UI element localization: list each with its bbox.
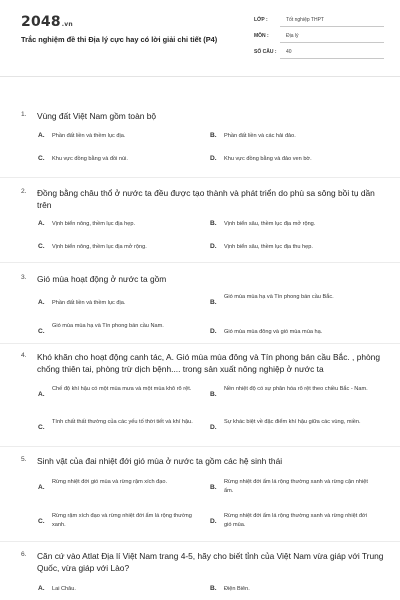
logo-suffix: .vn	[61, 21, 73, 28]
option-letter: C.	[38, 518, 45, 525]
option-text: Vịnh biển sâu, thềm lục địa mở rộng.	[224, 221, 316, 227]
meta-underline	[280, 26, 384, 27]
divider	[0, 541, 400, 542]
option-text: Rừng nhiệt đới ẩm lá rộng thường xanh và rừng cận nhiệt ẩm.	[224, 479, 368, 494]
divider	[0, 177, 400, 178]
question-number: 5.	[21, 456, 27, 463]
option-text: Vịnh biển sâu, thềm lục địa thu hẹp.	[224, 244, 313, 250]
option-letter: C.	[38, 155, 45, 162]
question-number: 1.	[21, 111, 27, 118]
option-letter: D.	[210, 518, 217, 525]
question-text: Căn cứ vào Atlat Địa lí Việt Nam trang 4-5, hãy cho biết tỉnh của Việt Nam vừa giáp với Trung Quốc, vừa giáp với Lào?	[37, 551, 384, 573]
question-number: 2.	[21, 188, 27, 195]
option-letter: B.	[210, 391, 217, 398]
divider	[0, 343, 400, 344]
option-letter: A.	[38, 484, 45, 491]
question-text: Đồng bằng châu thổ ở nước ta đều được tạo thành và phát triển do phù sa sông bồi tụ dần trên	[37, 188, 375, 210]
header-divider	[0, 76, 400, 77]
question-number: 3.	[21, 274, 27, 281]
option-text: Gió mùa mùa đông và gió mùa mùa hạ.	[224, 329, 323, 335]
meta-row-count	[254, 46, 384, 62]
option-letter: A.	[38, 585, 45, 592]
option-letter: C.	[38, 424, 45, 431]
option-text: Rừng nhiệt đới ẩm lá rộng thường xanh và rừng nhiệt đới gió mùa.	[224, 513, 367, 528]
question-text: Khó khăn cho hoạt động canh tác, A. Gió mùa mùa đông và Tín phong bán cầu Bắc. , phòng chống thiên tai, phòng trừ dịch bệnh.... trong sản xuất nông nghiệp ở nước ta	[37, 352, 380, 374]
option-text: Vịnh biển nông, thềm lục địa hẹp.	[52, 221, 136, 227]
meta-value: 40	[286, 49, 292, 55]
option-text: Gió mùa mùa hạ và Tín phong bán cầu Bắc.	[224, 294, 334, 300]
page-header	[0, 0, 400, 70]
option-letter: A.	[38, 391, 45, 398]
meta-underline	[280, 42, 384, 43]
question-text: Sinh vật của đai nhiệt đới gió mùa ở nước ta gồm các hệ sinh thái	[37, 456, 283, 466]
option-text: Rừng nhiệt đới gió mùa và rừng rậm xích đạo.	[52, 479, 168, 485]
option-text: Khu vực đồng bằng và đảo ven bờ.	[224, 156, 312, 162]
option-text: Chế độ khí hậu có một mùa mưa và một mùa khô rõ rệt.	[52, 386, 192, 392]
meta-row-subject	[254, 30, 384, 46]
option-text: Phần đất liền và các hải đảo.	[224, 133, 296, 139]
option-text: Vịnh biển nông, thềm lục địa mở rộng.	[52, 244, 147, 250]
meta-row-grade	[254, 14, 384, 30]
option-letter: B.	[210, 132, 217, 139]
option-text: Điện Biên.	[224, 586, 250, 592]
question-text: Vùng đất Việt Nam gồm toàn bộ	[37, 111, 157, 121]
option-letter: B.	[210, 220, 217, 227]
meta-label: MÔN :	[254, 33, 269, 39]
meta-underline	[280, 58, 384, 59]
option-text: Gió mùa mùa hạ và Tín phong bán cầu Nam.	[52, 323, 164, 329]
meta-panel	[254, 14, 384, 62]
option-text: Sự khác biệt về đặc điểm khí hậu giữa các vùng, miền.	[224, 419, 361, 425]
option-letter: B.	[210, 299, 217, 306]
divider	[0, 446, 400, 447]
meta-value: Tốt nghiệp THPT	[286, 17, 324, 23]
option-letter: B.	[210, 585, 217, 592]
option-text: Khu vực đồng bằng và đồi núi.	[52, 156, 128, 162]
option-text: Phần đất liền và thềm lục địa.	[52, 133, 126, 139]
logo-text: 2048	[21, 14, 61, 30]
meta-label: LỚP :	[254, 17, 268, 23]
option-letter: D.	[210, 243, 217, 250]
meta-value: Địa lý	[286, 33, 299, 39]
option-letter: D.	[210, 424, 217, 431]
option-letter: A.	[38, 132, 45, 139]
option-letter: D.	[210, 155, 217, 162]
site-logo[interactable]	[21, 14, 73, 30]
question-number: 4.	[21, 352, 27, 359]
option-text: Lai Châu.	[52, 586, 76, 592]
meta-label: SỐ CÂU :	[254, 49, 277, 55]
question-number: 6.	[21, 551, 27, 558]
option-letter: A.	[38, 220, 45, 227]
option-letter: C.	[38, 243, 45, 250]
page-title: Trắc nghiệm đề thi Địa lý cực hay có lời giải chi tiết (P4)	[21, 35, 218, 44]
question-text: Gió mùa hoạt động ở nước ta gồm	[37, 274, 167, 284]
option-letter: B.	[210, 484, 217, 491]
divider	[0, 262, 400, 263]
option-text: Rừng rậm xích đạo và rừng nhiệt đới ẩm lá rộng thường xanh.	[52, 513, 192, 528]
option-letter: A.	[38, 299, 45, 306]
option-letter: C.	[38, 328, 45, 335]
option-letter: D.	[210, 328, 217, 335]
option-text: Tính chất thất thường của các yếu tố thời tiết và khí hậu.	[52, 419, 193, 425]
option-text: Phần đất liền và thềm lục địa.	[52, 300, 126, 306]
option-text: Nền nhiệt độ có sự phân hóa rõ rệt theo chiều Bắc - Nam.	[224, 386, 368, 392]
